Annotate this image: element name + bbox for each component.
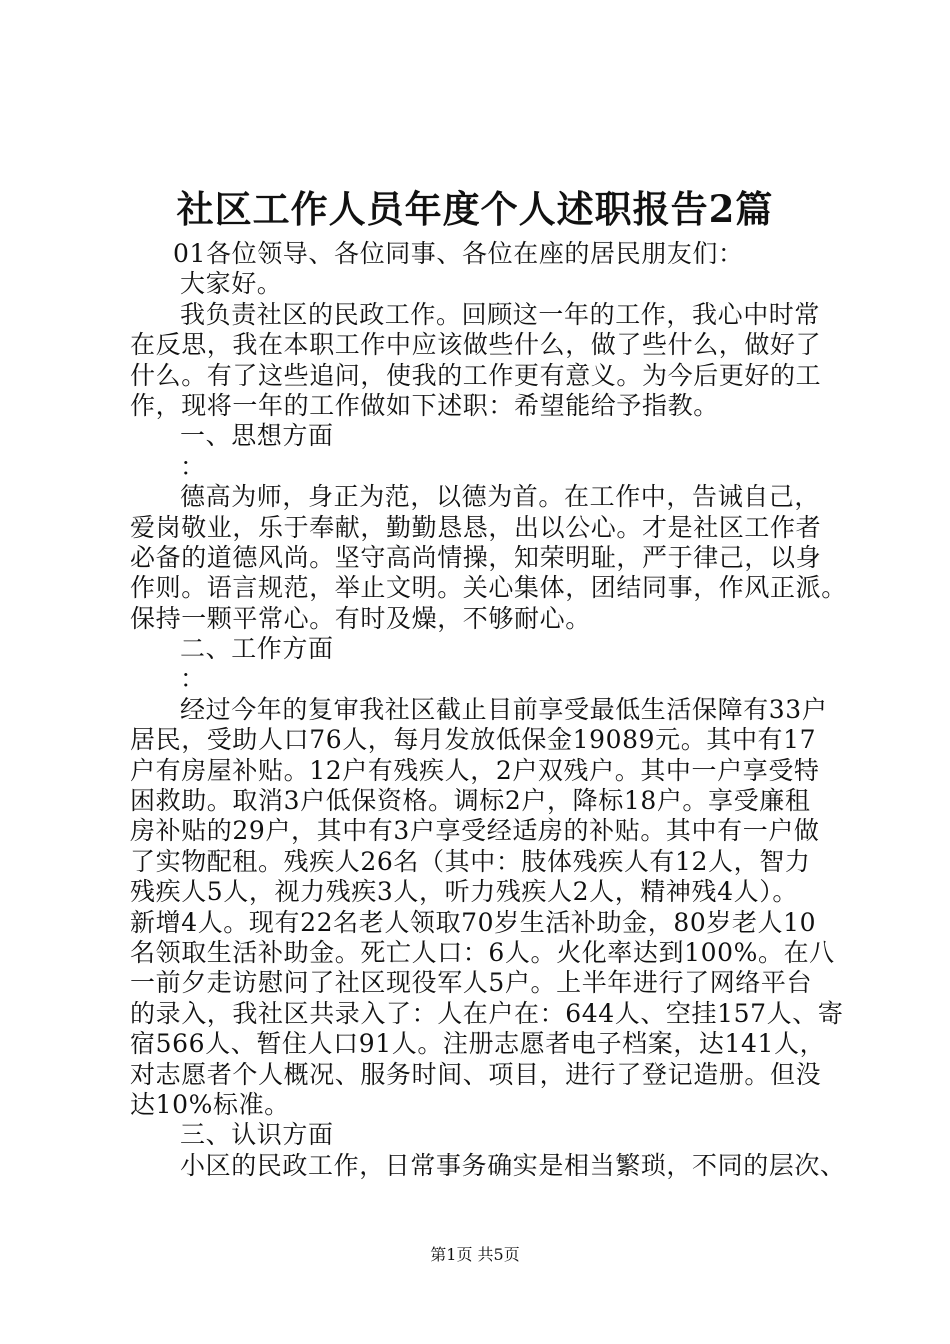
section-heading: 一、思想方面 [180, 421, 334, 451]
paragraph-line: 爱岗敬业，乐于奉献，勤勤恳恳，出以公心。才是社区工作者 [130, 512, 822, 542]
paragraph-line: 居民，受助人口76人，每月发放低保金19089元。其中有17 [130, 725, 817, 755]
document-body [130, 239, 847, 1181]
paragraph-line: 的录入，我社区共录入了：人在户在：644人、空挂157人、寄 [130, 998, 844, 1028]
paragraph-line: 一前夕走访慰问了社区现役军人5户。上半年进行了网络平台 [130, 968, 813, 998]
greeting-line: 大家好。 [180, 269, 283, 299]
section-heading: 二、工作方面 [180, 634, 334, 664]
paragraph-line: 对志愿者个人概况、服务时间、项目，进行了登记造册。但没 [130, 1059, 822, 1089]
colon-line: ： [180, 451, 206, 481]
paragraph-line: 残疾人5人，视力残疾3人，听力残疾人2人，精神残4人）。 [130, 877, 798, 907]
document-title: 社区工作人员年度个人述职报告2篇 [176, 187, 774, 231]
paragraph-line: 了实物配租。残疾人26名（其中：肢体残疾人有12人，智力 [130, 846, 811, 876]
paragraph-line: 达10%标准。 [130, 1089, 290, 1119]
salutation-line: 01各位领导、各位同事、各位在座的居民朋友们： [173, 239, 744, 268]
paragraph-line: 经过今年的复审我社区截止目前享受最低生活保障有33户 [180, 694, 828, 724]
paragraph-line: 户有房屋补贴。12户有残疾人，2户双残户。其中一户享受特 [130, 755, 820, 785]
paragraph-line: 作则。语言规范，举止文明。关心集体，团结同事，作风正派。 [130, 573, 847, 603]
paragraph-line: 小区的民政工作，日常事务确实是相当繁琐，不同的层次、 [180, 1150, 846, 1180]
paragraph-line: 困救助。取消3户低保资格。调标2户，降标18户。享受廉租 [130, 786, 811, 816]
colon-line: ： [180, 664, 206, 694]
page-footer: 第1页 共5页 [430, 1245, 520, 1264]
paragraph-line: 在反思，我在本职工作中应该做些什么，做了些什么，做好了 [130, 330, 822, 360]
paragraph-line: 房补贴的29户，其中有3户享受经适房的补贴。其中有一户做 [130, 816, 820, 846]
paragraph-line: 宿566人、暂住人口91人。注册志愿者电子档案，达141人， [130, 1029, 826, 1059]
paragraph-line: 什么。有了这些追问，使我的工作更有意义。为今后更好的工 [130, 360, 822, 390]
paragraph-line: 名领取生活补助金。死亡人口：6人。火化率达到100%。在八 [130, 937, 835, 967]
paragraph-line: 必备的道德风尚。坚守高尚情操，知荣明耻，严于律己，以身 [130, 542, 822, 572]
paragraph-line: 德高为师，身正为范，以德为首。在工作中，告诫自己， [180, 482, 821, 512]
paragraph-line: 新增4人。现有22名老人领取70岁生活补助金，80岁老人10 [130, 907, 817, 937]
paragraph-line: 作，现将一年的工作做如下述职：希望能给予指教。 [130, 390, 719, 420]
section-heading: 三、认识方面 [180, 1120, 334, 1150]
paragraph-line: 保持一颗平常心。有时及燥，不够耐心。 [130, 603, 591, 633]
paragraph-line: 我负责社区的民政工作。回顾这一年的工作，我心中时常 [180, 299, 821, 329]
